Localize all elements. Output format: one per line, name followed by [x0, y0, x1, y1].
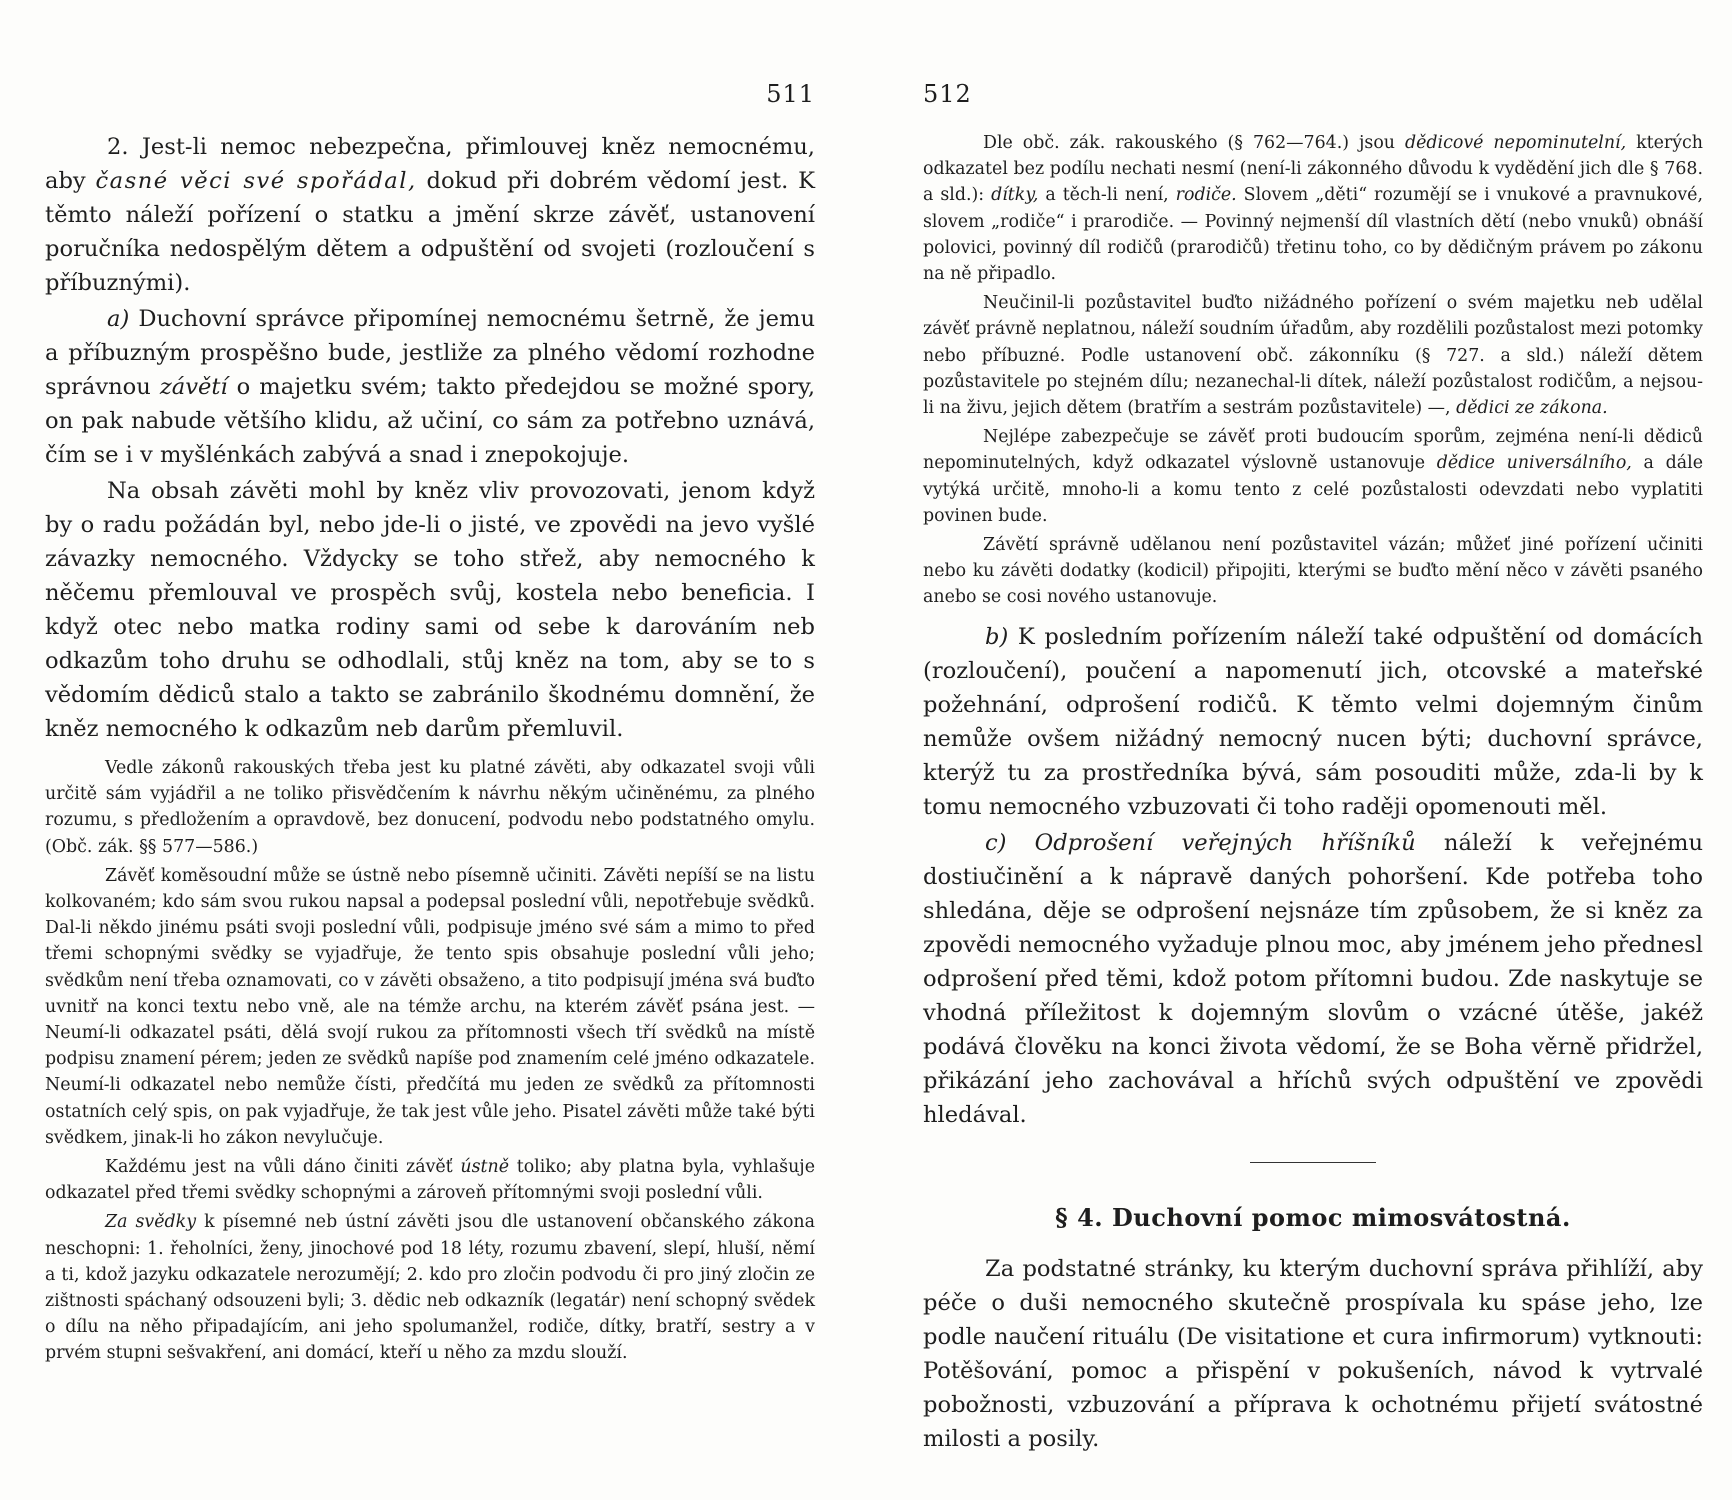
note-oral-will: Každému jest na vůli dáno činiti závěť ústně toliko; aby platna byla, vyhlašuje odkazatel před třemi svědky schopnými a zároveň přítomnými svoji poslední vůli.	[45, 1157, 815, 1204]
paragraph-farewell: b) K posledním pořízením náleží také odpuštění od domácích (rozloučení), poučení a napomenutí jich, otcovské a mateřské požehnání, odprošení rodičů. K těmto velmi dojemným činům nemůže ovšem nižádný nemocný nucen býti; duchovní správce, kterýž tu za prostředníka bývá, sám posouditi může, zda-li by k tomu nemocného vzbuzovati či toho raději opomenouti měl.	[923, 623, 1703, 820]
left-page	[40, 0, 820, 1500]
note-heirs: Dle obč. zák. rakouského (§ 762—764.) jsou dědicové nepominutelní, kterých odkazatel bez podílu nechati nesmí (není-li zákonného důvodu k vydědění jich dle § 768. a sld.): dítky, a těch-li není, rodiče. Slovem „děti“ rozumějí se i vnukové a pravnukové, slovem „rodiče“ i prarodiče. — Povinný nejmenší díl vlastních dětí (nebo vnuků) obnáší polovici, povinný díl rodičů (prarodičů) třetinu toho, co by dědičným právem po zákonu na ně připadlo.	[923, 133, 1703, 285]
page-number: 511	[766, 80, 815, 108]
section-heading: § 4. Duchovní pomoc mimosvátostná.	[1055, 1202, 1571, 1232]
note-universal-heir: Nejlépe zabezpečuje se závěť proti budoucím sporům, zejména není-li dědiců nepominutelných, když odkazatel výslovně ustanovuje dědice universálního, a dále vytýká určitě, mnoho-li a komu tento z celé pozůstalosti odevzdati nebo vyplatiti povinen bude.	[923, 427, 1703, 526]
page-number: 512	[923, 80, 972, 108]
paragraph-settle-affairs: 2. Jest-li nemoc nebezpečna, přimlouvej kněz nemocnému, aby časné věci své spořádal, dokud při dobrém vědomí jest. K těmto náleží pořízení o statku a jmění skrze závěť, ustanovení poručníka nedospělým dětem a odpuštění od svojeti (rozloučení s příbuznými).	[45, 134, 815, 296]
paragraph-public-sinners: c) Odprošení veřejných hříšníků náleží k veřejnému dostiučinění a k nápravě daných pohoršení. Kde potřeba toho shledána, děje se odprošení nejsnáze tím způsobem, že si kněz za zpovědi nemocného vyžaduje plnou moc, aby jménem jeho přednesl odprošení před těmi, kdož potom přítomni budou. Zde naskytuje se vhodná příležitost k dojemným slovům o vzácné útěše, jakéž podává člověku na konci života vědomí, že se Boha věrně přidržel, přikázání jeho zachovával a hříchů svých odpuštění ve zpovědi hledával.	[923, 829, 1703, 1128]
paragraph-section-intro: Za podstatné stránky, ku kterým duchovní správa přihlíží, aby péče o duši nemocného skutečně prospívala ku spáse jeho, lze podle naučení rituálu (De visitatione et cura infirmorum) vytknouti: Potěšování, pomoc a přispění v pokušeních, návod k vytrvalé pobožnosti, vzbuzování a příprava k ochotnému přijetí svátostné milosti a posily.	[923, 1255, 1703, 1452]
left-text-column	[45, 130, 815, 1370]
note-intestate: Neučinil-li pozůstavitel buďto nižádného pořízení o svém majetku neb udělal závěť právně neplatnou, náleží soudním úřadům, aby rozdělili pozůstalost mezi potomky nebo příbuzné. Podle ustanovení obč. zákonníku (§ 727. a sld.) náleží dětem pozůstavitele po stejném dílu; nezanechal-li dítek, náleží pozůstalost rodičům, a nejsou-li na živu, jejich dětem (bratřím a sestrám pozůstavitele) —, dědici ze zákona.	[923, 293, 1703, 419]
note-witnesses: Za svědky k písemné neb ústní závěti jsou dle ustanovení občanského zákona neschopni: 1. řeholníci, ženy, jinochové pod 18 léty, rozumu zbavení, slepí, hluší, němí a ti, kdož jazyku odkazatele nerozumějí; 2. kdo pro zločin podvodu či pro jiný zločin ze zištnosti spáchaný odsouzeni byli; 3. dědic neb odkazník (legatár) není schopný svědek o dílu na něho připadajícím, ani jeho spolumanžel, rodiče, dítky, bratří, sestry a v prvém stupni sešvakření, ani domácí, kteří u něho za mzdu slouží.	[45, 1212, 815, 1364]
right-text-column	[923, 130, 1703, 1456]
right-page	[918, 0, 1708, 1500]
section-divider	[1250, 1162, 1376, 1163]
paragraph-testament: a) Duchovní správce připomínej nemocnému šetrně, že jemu a příbuzným prospěšno bude, jestliže za plného vědomí rozhodne správnou závětí o majetku svém; takto předejdou se možné spory, on pak nabude většího klidu, až učiní, co sám za potřebno uznává, čím se i v myšlénkách zabývá a snad i znepokojuje.	[45, 306, 816, 468]
paragraph-influence: Na obsah závěti mohl by kněz vliv provozovati, jenom když by o radu požádán byl, nebo jde-li o jisté, ve zpovědi na jevo vyšlé závazky nemocného. Vždycky se toho střež, aby nemocného k něčemu přemlouval ve prospěch svůj, kostela nebo beneficia. I když otec nebo matka rodiny sami od sebe k darováním neb odkazům toho druhu se odhodlali, stůj kněz na tom, aby se to s vědomím dědiců stalo a takto se zabránilo škodnému domnění, že kněz nemocného k odkazům neb darům přemluvil.	[45, 478, 815, 742]
note-valid-will: Vedle zákonů rakouských třeba jest ku platné závěti, aby odkazatel svoji vůli určitě sám vyjádřil a ne toliko přisvědčením k návrhu někým učiněnému, za plného rozumu, s předložením a opravdově, bez donucení, podvodu nebo podstatného omylu. (Obč. zák. §§ 577—586.)	[45, 758, 815, 857]
note-out-of-court-will: Závěť koměsoudní může se ústně nebo písemně učiniti. Závěti nepíší se na listu kolkovaném; kdo sám svou rukou napsal a podepsal poslední vůli, nepotřebuje svědků. Dal-li někdo jinému psáti svoji poslední vůli, podpisuje jméno své sám a mimo to před třemi schopnými svědky se vyjadřuje, že tento spis obsahuje poslední vůli jeho; svědkům není třeba oznamovati, co v závěti obsaženo, a tito podpisují jména svá buďto uvnitř na konci textu nebo vně, ale na témže archu, na kterém závěť psána jest. — Neumí-li odkazatel psáti, dělá svojí rukou za přítomnosti všech tří svědků na místě podpisu znamení pérem; jeden ze svědků napíše pod znamením celé jméno odkazatele. Neumí-li odkazatel nebo nemůže čísti, předčítá mu jeden ze svědků za přítomnosti ostatních celý spis, on pak vyjadřuje, že tak jest vůle jeho. Pisatel závěti může také býti svědkem, jinak-li ho zákon nevylučuje.	[45, 865, 815, 1148]
note-codicil: Závětí správně udělanou není pozůstavitel vázán; můžeť jiné pořízení učiniti nebo ku závěti dodatky (kodicil) připojiti, kterými se buďto mění něco v závěti psaného anebo se cosi nového ustanovuje.	[923, 535, 1703, 608]
